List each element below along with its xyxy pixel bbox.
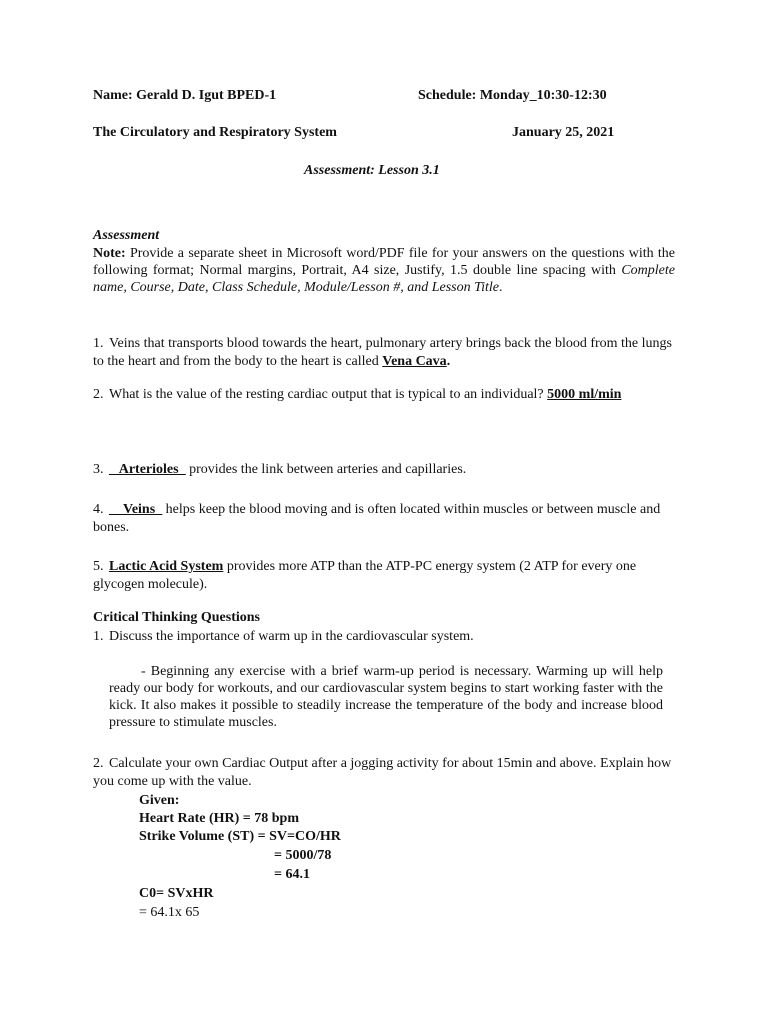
question-answer: Vena Cava bbox=[382, 353, 447, 369]
document-date: January 25, 2021 bbox=[512, 125, 615, 140]
instructions-note bbox=[93, 245, 675, 296]
calc-formula: C0= SVxHR bbox=[139, 886, 214, 901]
question-4 bbox=[93, 501, 675, 536]
question-number: 3. bbox=[93, 462, 104, 477]
calc-given: Given: bbox=[139, 793, 180, 808]
question-text: provides more ATP than the ATP-PC energy system (2 ATP for every one glycogen molecule). bbox=[93, 559, 637, 592]
critical-thinking-heading: Critical Thinking Questions bbox=[93, 610, 261, 625]
question-5 bbox=[93, 558, 675, 593]
question-number: 4. bbox=[93, 502, 104, 517]
critical-question-2 bbox=[93, 755, 675, 790]
note-label: Note: bbox=[93, 246, 126, 261]
question-1 bbox=[93, 335, 675, 370]
note-end: . bbox=[499, 280, 503, 295]
question-answer: Lactic Acid System bbox=[109, 559, 224, 574]
question-3 bbox=[93, 461, 675, 479]
question-text-end: . bbox=[446, 353, 451, 369]
calc-stroke-volume: Strike Volume (ST) = SV=CO/HR bbox=[139, 829, 341, 844]
question-number: 2. bbox=[93, 387, 104, 402]
assessment-heading: Assessment bbox=[93, 228, 160, 243]
question-answer: __Veins_ bbox=[109, 502, 163, 517]
critical-question-1 bbox=[93, 628, 675, 646]
calc-heart-rate: Heart Rate (HR) = 78 bpm bbox=[139, 811, 300, 826]
student-name: Name: Gerald D. Igut BPED-1 bbox=[93, 88, 277, 103]
question-text: What is the value of the resting cardiac output that is typical to an individual? bbox=[109, 387, 548, 402]
calc-step-2: = 64.1 bbox=[274, 867, 310, 882]
question-answer: _ Arterioles_ bbox=[109, 462, 186, 477]
question-number: 2. bbox=[93, 756, 104, 771]
question-number: 5. bbox=[93, 559, 104, 574]
calc-step-1: = 5000/78 bbox=[274, 848, 332, 863]
critical-answer-1: - Beginning any exercise with a brief warm-up period is necessary. Warming up will help ready our body for workouts, and our cardiovascular system begins to start working faster with the kick. It also makes it possible to steadily increase the temperature of the body and increase blood pressure to stimulate muscles. bbox=[109, 664, 663, 730]
question-text: helps keep the blood moving and is often located within muscles or between muscle and bones. bbox=[93, 502, 661, 535]
question-text: Calculate your own Cardiac Output after a jogging activity for about 15min and above. Explain how you come up with the value. bbox=[93, 756, 672, 789]
question-answer: 5000 ml/min bbox=[547, 387, 622, 402]
note-text: Provide a separate sheet in Microsoft word/PDF file for your answers on the questions with the following format; Normal margins, Portrait, A4 size, Justify, 1.5 double line spacing with bbox=[93, 246, 675, 278]
question-text: Veins that transports blood towards the heart, pulmonary artery brings back the blood from the lungs to the heart and from the body to the heart is called bbox=[93, 336, 672, 369]
class-schedule: Schedule: Monday_10:30-12:30 bbox=[418, 88, 607, 103]
question-2 bbox=[93, 386, 675, 404]
question-text: provides the link between arteries and capillaries. bbox=[185, 462, 467, 477]
assessment-title: Assessment: Lesson 3.1 bbox=[304, 163, 440, 178]
question-text: Discuss the importance of warm up in the cardiovascular system. bbox=[109, 629, 474, 644]
question-number: 1. bbox=[93, 336, 104, 351]
note-italic: Complete name, Course, Date, Class Schedule, Module/Lesson #, and Lesson Title bbox=[93, 263, 675, 295]
calc-step-3: = 64.1x 65 bbox=[139, 905, 200, 920]
subject-title: The Circulatory and Respiratory System bbox=[93, 125, 337, 140]
question-number: 1. bbox=[93, 629, 104, 644]
